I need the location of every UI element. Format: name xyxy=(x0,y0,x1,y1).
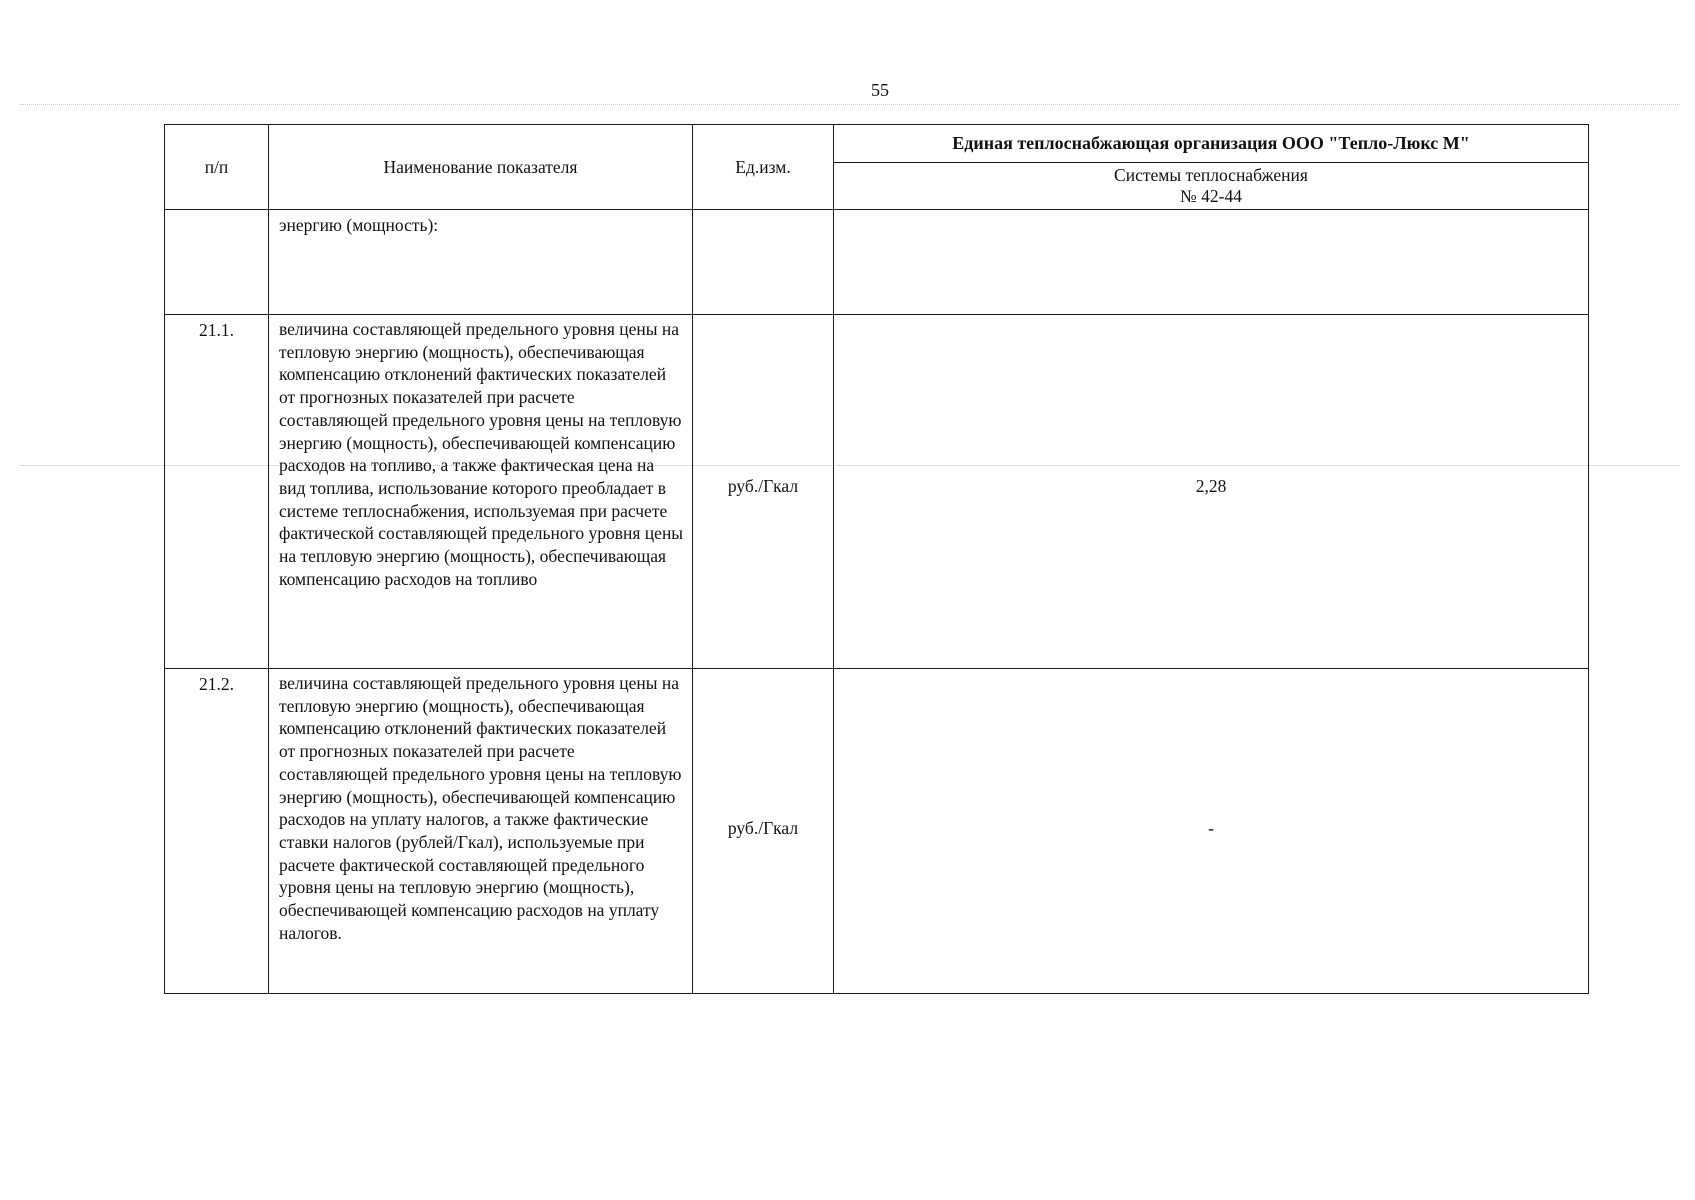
cell-unit: руб./Гкал xyxy=(693,315,834,669)
page-number: 55 xyxy=(871,80,889,100)
header-heating-system xyxy=(834,163,1589,210)
cell-name-continuation: энергию (мощность): xyxy=(269,210,693,315)
table-row xyxy=(165,315,1589,669)
table-header-row xyxy=(165,125,1589,163)
cell-name: величина составляющей предельного уровня цены на тепловую энергию (мощность), обеспечивающая компенсацию отклонений фактических показателей от прогнозных показателей при расчете составляющей предельного уровня цены на тепловую энергию (мощность), обеспечивающей компенсацию расходов на уплату налогов, а также фактические ставки налогов (рублей/Гкал), используемые при расчете фактической составляющей предельного уровня цены на тепловую энергию (мощность), обеспечивающей компенсацию расходов на уплату налогов. xyxy=(269,669,693,994)
indicator-table xyxy=(164,124,1589,994)
cell-value: - xyxy=(834,669,1589,994)
scan-artifact-line-top xyxy=(20,104,1680,105)
header-num: п/п xyxy=(165,125,269,210)
header-unit: Ед.изм. xyxy=(693,125,834,210)
cell-num: 21.1. xyxy=(165,315,269,669)
cell-name: величина составляющей предельного уровня цены на тепловую энергию (мощность), обеспечивающая компенсацию отклонений фактических показателей от прогнозных показателей при расчете составляющей предельного уровня цены на тепловую энергию (мощность), обеспечивающей компенсацию расходов на топливо, а также фактическая цена на вид топлива, использование которого преобладает в системе теплоснабжения, используемая при расчете фактической составляющей предельного уровня цены на тепловую энергию (мощность), обеспечивающая компенсацию расходов на топливо xyxy=(269,315,693,669)
cell-unit: руб./Гкал xyxy=(693,669,834,994)
header-name: Наименование показателя xyxy=(269,125,693,210)
header-system-line1: Системы теплоснабжения xyxy=(1114,165,1308,185)
header-system-line2: № 42-44 xyxy=(1180,186,1242,206)
cell-num-empty xyxy=(165,210,269,315)
header-organization: Единая теплоснабжающая организация ООО "Тепло-Люкс М" xyxy=(834,125,1589,163)
table-row-continuation xyxy=(165,210,1589,315)
table-row xyxy=(165,669,1589,994)
cell-value-empty xyxy=(834,210,1589,315)
cell-num: 21.2. xyxy=(165,669,269,994)
cell-value: 2,28 xyxy=(834,315,1589,669)
cell-unit-empty xyxy=(693,210,834,315)
